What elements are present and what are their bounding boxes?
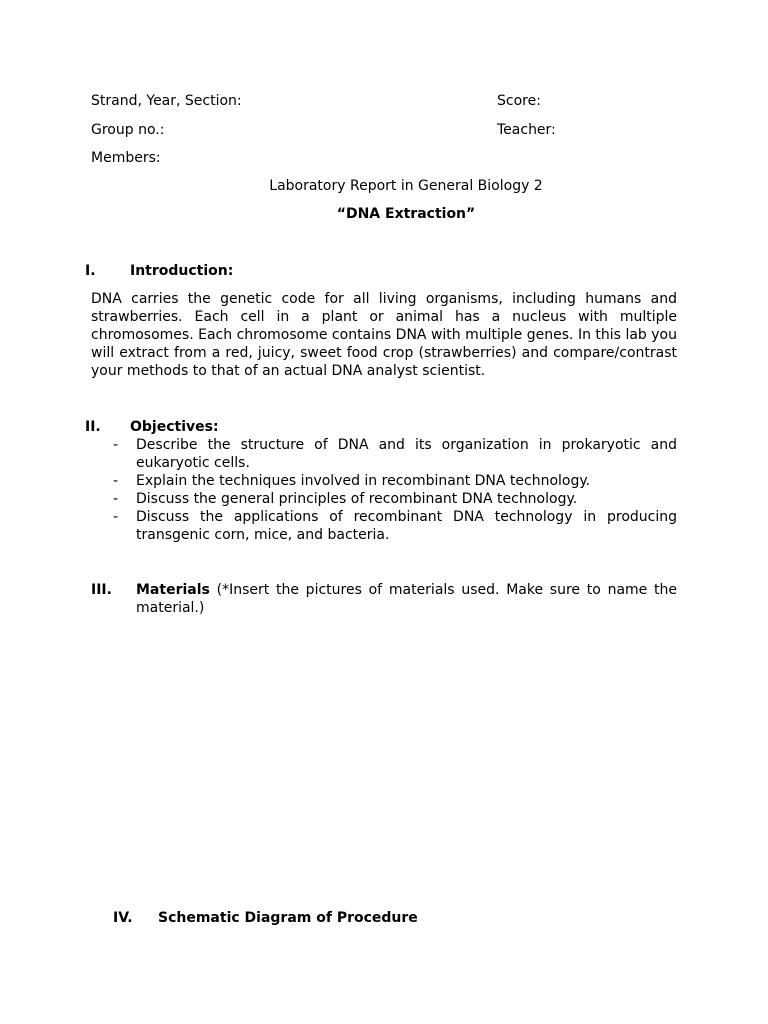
introduction-body: DNA carries the genetic code for all living organisms, including humans and strawberries. Each cell in a plant or animal has a nucleus with multiple chromosomes. Each chromosome contains DNA with multiple genes. In this lab you will extract from a red, juicy, sweet food crop (strawberries) and compare/contrast your methods to that of an actual DNA analyst scientist. — [91, 291, 677, 379]
materials-note: (*Insert the pictures of materials used. Make sure to name the material.) — [136, 582, 678, 616]
group-number-label: Group no.: — [91, 122, 165, 138]
procedure-heading: Schematic Diagram of Procedure — [158, 910, 418, 926]
bullet-dash: - — [113, 491, 119, 507]
materials-heading: Materials — [136, 582, 210, 598]
objective-item — [113, 490, 677, 508]
strand-year-section-label: Strand, Year, Section: — [91, 93, 242, 109]
objective-text: Explain the techniques involved in recombinant DNA technology. — [136, 473, 591, 489]
objective-item — [113, 472, 677, 490]
report-activity-title: “DNA Extraction” — [336, 206, 476, 222]
procedure-numeral: IV. — [113, 910, 133, 926]
score-label: Score: — [497, 93, 541, 109]
report-course-title: Laboratory Report in General Biology 2 — [269, 178, 543, 194]
introduction-numeral: I. — [85, 263, 96, 279]
objective-item — [113, 436, 677, 472]
objective-text: Discuss the applications of recombinant DNA technology in producing transgenic corn, mice, and bacteria. — [136, 509, 677, 543]
objectives-numeral: II. — [85, 419, 101, 435]
objectives-list — [113, 436, 677, 544]
objectives-heading: Objectives: — [130, 419, 219, 435]
materials-numeral: III. — [91, 582, 112, 598]
bullet-dash: - — [113, 473, 119, 489]
objective-text: Discuss the general principles of recombinant DNA technology. — [136, 491, 578, 507]
objective-text: Describe the structure of DNA and its organization in prokaryotic and eukaryotic cells. — [136, 437, 677, 471]
materials-paragraph — [136, 581, 677, 617]
objective-item — [113, 508, 677, 544]
introduction-heading: Introduction: — [130, 263, 234, 279]
bullet-dash: - — [113, 437, 119, 453]
members-label: Members: — [91, 150, 161, 166]
bullet-dash: - — [113, 509, 119, 525]
teacher-label: Teacher: — [497, 122, 556, 138]
